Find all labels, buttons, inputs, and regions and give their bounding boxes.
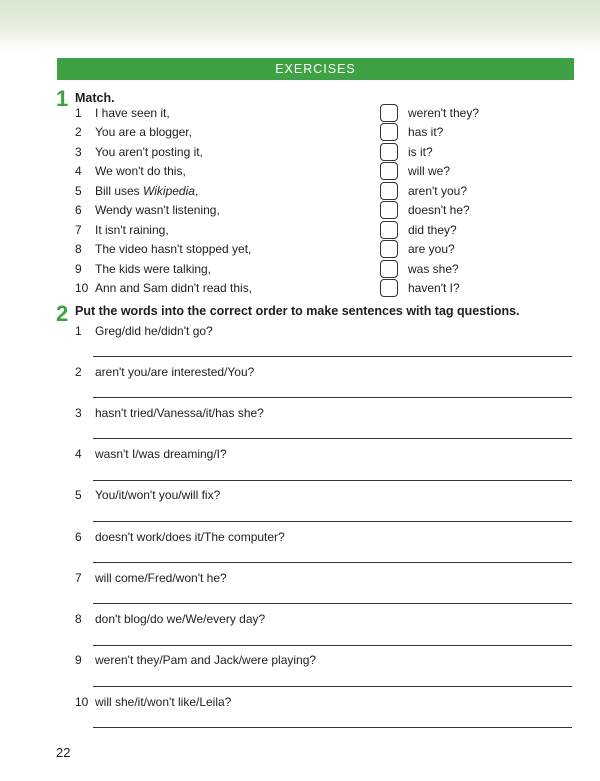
word-prompt: hasn't tried/Vanessa/it/has she? <box>95 406 264 420</box>
item-number: 2 <box>75 125 82 139</box>
answer-box[interactable] <box>380 143 398 161</box>
answer-box[interactable] <box>380 260 398 278</box>
stem-text: Bill uses <box>95 184 144 198</box>
match-row-3 <box>75 143 555 162</box>
tag-question: did they? <box>408 223 457 237</box>
match-row-8 <box>75 240 555 259</box>
match-row-5 <box>75 182 555 201</box>
answer-line-4[interactable] <box>93 480 572 481</box>
word-prompt: will come/Fred/won't he? <box>95 571 227 585</box>
answer-line-9[interactable] <box>93 686 572 687</box>
word-prompt: aren't you/are interested/You? <box>95 365 255 379</box>
answer-box[interactable] <box>380 240 398 258</box>
sentence-stem: It isn't raining, <box>95 223 169 237</box>
stem-punct: , <box>194 184 199 198</box>
item-number: 3 <box>75 145 82 159</box>
answer-box[interactable] <box>380 123 398 141</box>
item-number: 1 <box>75 106 82 120</box>
sentence-stem: You are a blogger, <box>95 125 192 139</box>
item-number: 9 <box>75 262 82 276</box>
answer-box[interactable] <box>380 104 398 122</box>
exercise-1-title: Match. <box>75 91 115 105</box>
answer-line-6[interactable] <box>93 562 572 563</box>
page-number: 22 <box>56 745 71 760</box>
answer-line-7[interactable] <box>93 603 572 604</box>
top-decorative-band <box>0 0 600 52</box>
exercise-2-number: 2 <box>56 301 69 326</box>
item-number: 7 <box>75 571 82 585</box>
sentence-stem: Wendy wasn't listening, <box>95 203 220 217</box>
stem-italic-word: Wikipedia <box>143 184 195 198</box>
word-prompt: will she/it/won't like/Leila? <box>95 695 232 709</box>
match-row-6 <box>75 201 555 220</box>
word-prompt: doesn't work/does it/The computer? <box>95 530 285 544</box>
tag-question: has it? <box>408 125 444 139</box>
word-prompt: don't blog/do we/We/every day? <box>95 612 266 626</box>
item-number: 8 <box>75 612 82 626</box>
item-number: 5 <box>75 184 82 198</box>
match-row-9 <box>75 260 555 279</box>
item-number: 4 <box>75 447 82 461</box>
tag-question: is it? <box>408 145 433 159</box>
item-number: 3 <box>75 406 82 420</box>
match-row-10 <box>75 279 555 298</box>
item-number: 9 <box>75 653 82 667</box>
answer-box[interactable] <box>380 221 398 239</box>
item-number: 10 <box>75 695 89 709</box>
tag-question: are you? <box>408 242 455 256</box>
word-prompt: Greg/did he/didn't go? <box>95 324 213 338</box>
item-number: 10 <box>75 281 89 295</box>
word-prompt: wasn't I/was dreaming/I? <box>95 447 227 461</box>
answer-line-5[interactable] <box>93 521 572 522</box>
match-row-7 <box>75 221 555 240</box>
tag-question: weren't they? <box>408 106 479 120</box>
sentence-stem: We won't do this, <box>95 164 186 178</box>
answer-line-1[interactable] <box>93 356 572 357</box>
exercise-2-title: Put the words into the correct order to make sentences with tag questions. <box>75 304 520 318</box>
sentence-stem: The video hasn't stopped yet, <box>95 242 252 256</box>
answer-line-2[interactable] <box>93 397 572 398</box>
sentence-stem <box>95 182 198 201</box>
tag-question: doesn't he? <box>408 203 470 217</box>
answer-box[interactable] <box>380 279 398 297</box>
item-number: 8 <box>75 242 82 256</box>
item-number: 5 <box>75 488 82 502</box>
item-number: 2 <box>75 365 82 379</box>
answer-line-3[interactable] <box>93 438 572 439</box>
tag-question: was she? <box>408 262 459 276</box>
item-number: 6 <box>75 530 82 544</box>
answer-line-8[interactable] <box>93 645 572 646</box>
sentence-stem: I have seen it, <box>95 106 170 120</box>
sentence-stem: Ann and Sam didn't read this, <box>95 281 253 295</box>
item-number: 7 <box>75 223 82 237</box>
word-prompt: weren't they/Pam and Jack/were playing? <box>95 653 317 667</box>
match-row-4 <box>75 162 555 181</box>
answer-line-10[interactable] <box>93 727 572 728</box>
answer-box[interactable] <box>380 201 398 219</box>
match-row-1 <box>75 104 555 123</box>
item-number: 6 <box>75 203 82 217</box>
tag-question: haven't I? <box>408 281 460 295</box>
tag-question: aren't you? <box>408 184 467 198</box>
item-number: 1 <box>75 324 82 338</box>
section-header: EXERCISES <box>57 58 574 80</box>
match-row-2 <box>75 123 555 142</box>
word-prompt: You/it/won't you/will fix? <box>95 488 221 502</box>
answer-box[interactable] <box>380 182 398 200</box>
exercise-1-number: 1 <box>56 86 69 111</box>
sentence-stem: You aren't posting it, <box>95 145 203 159</box>
answer-box[interactable] <box>380 162 398 180</box>
tag-question: will we? <box>408 164 451 178</box>
item-number: 4 <box>75 164 82 178</box>
sentence-stem: The kids were talking, <box>95 262 212 276</box>
